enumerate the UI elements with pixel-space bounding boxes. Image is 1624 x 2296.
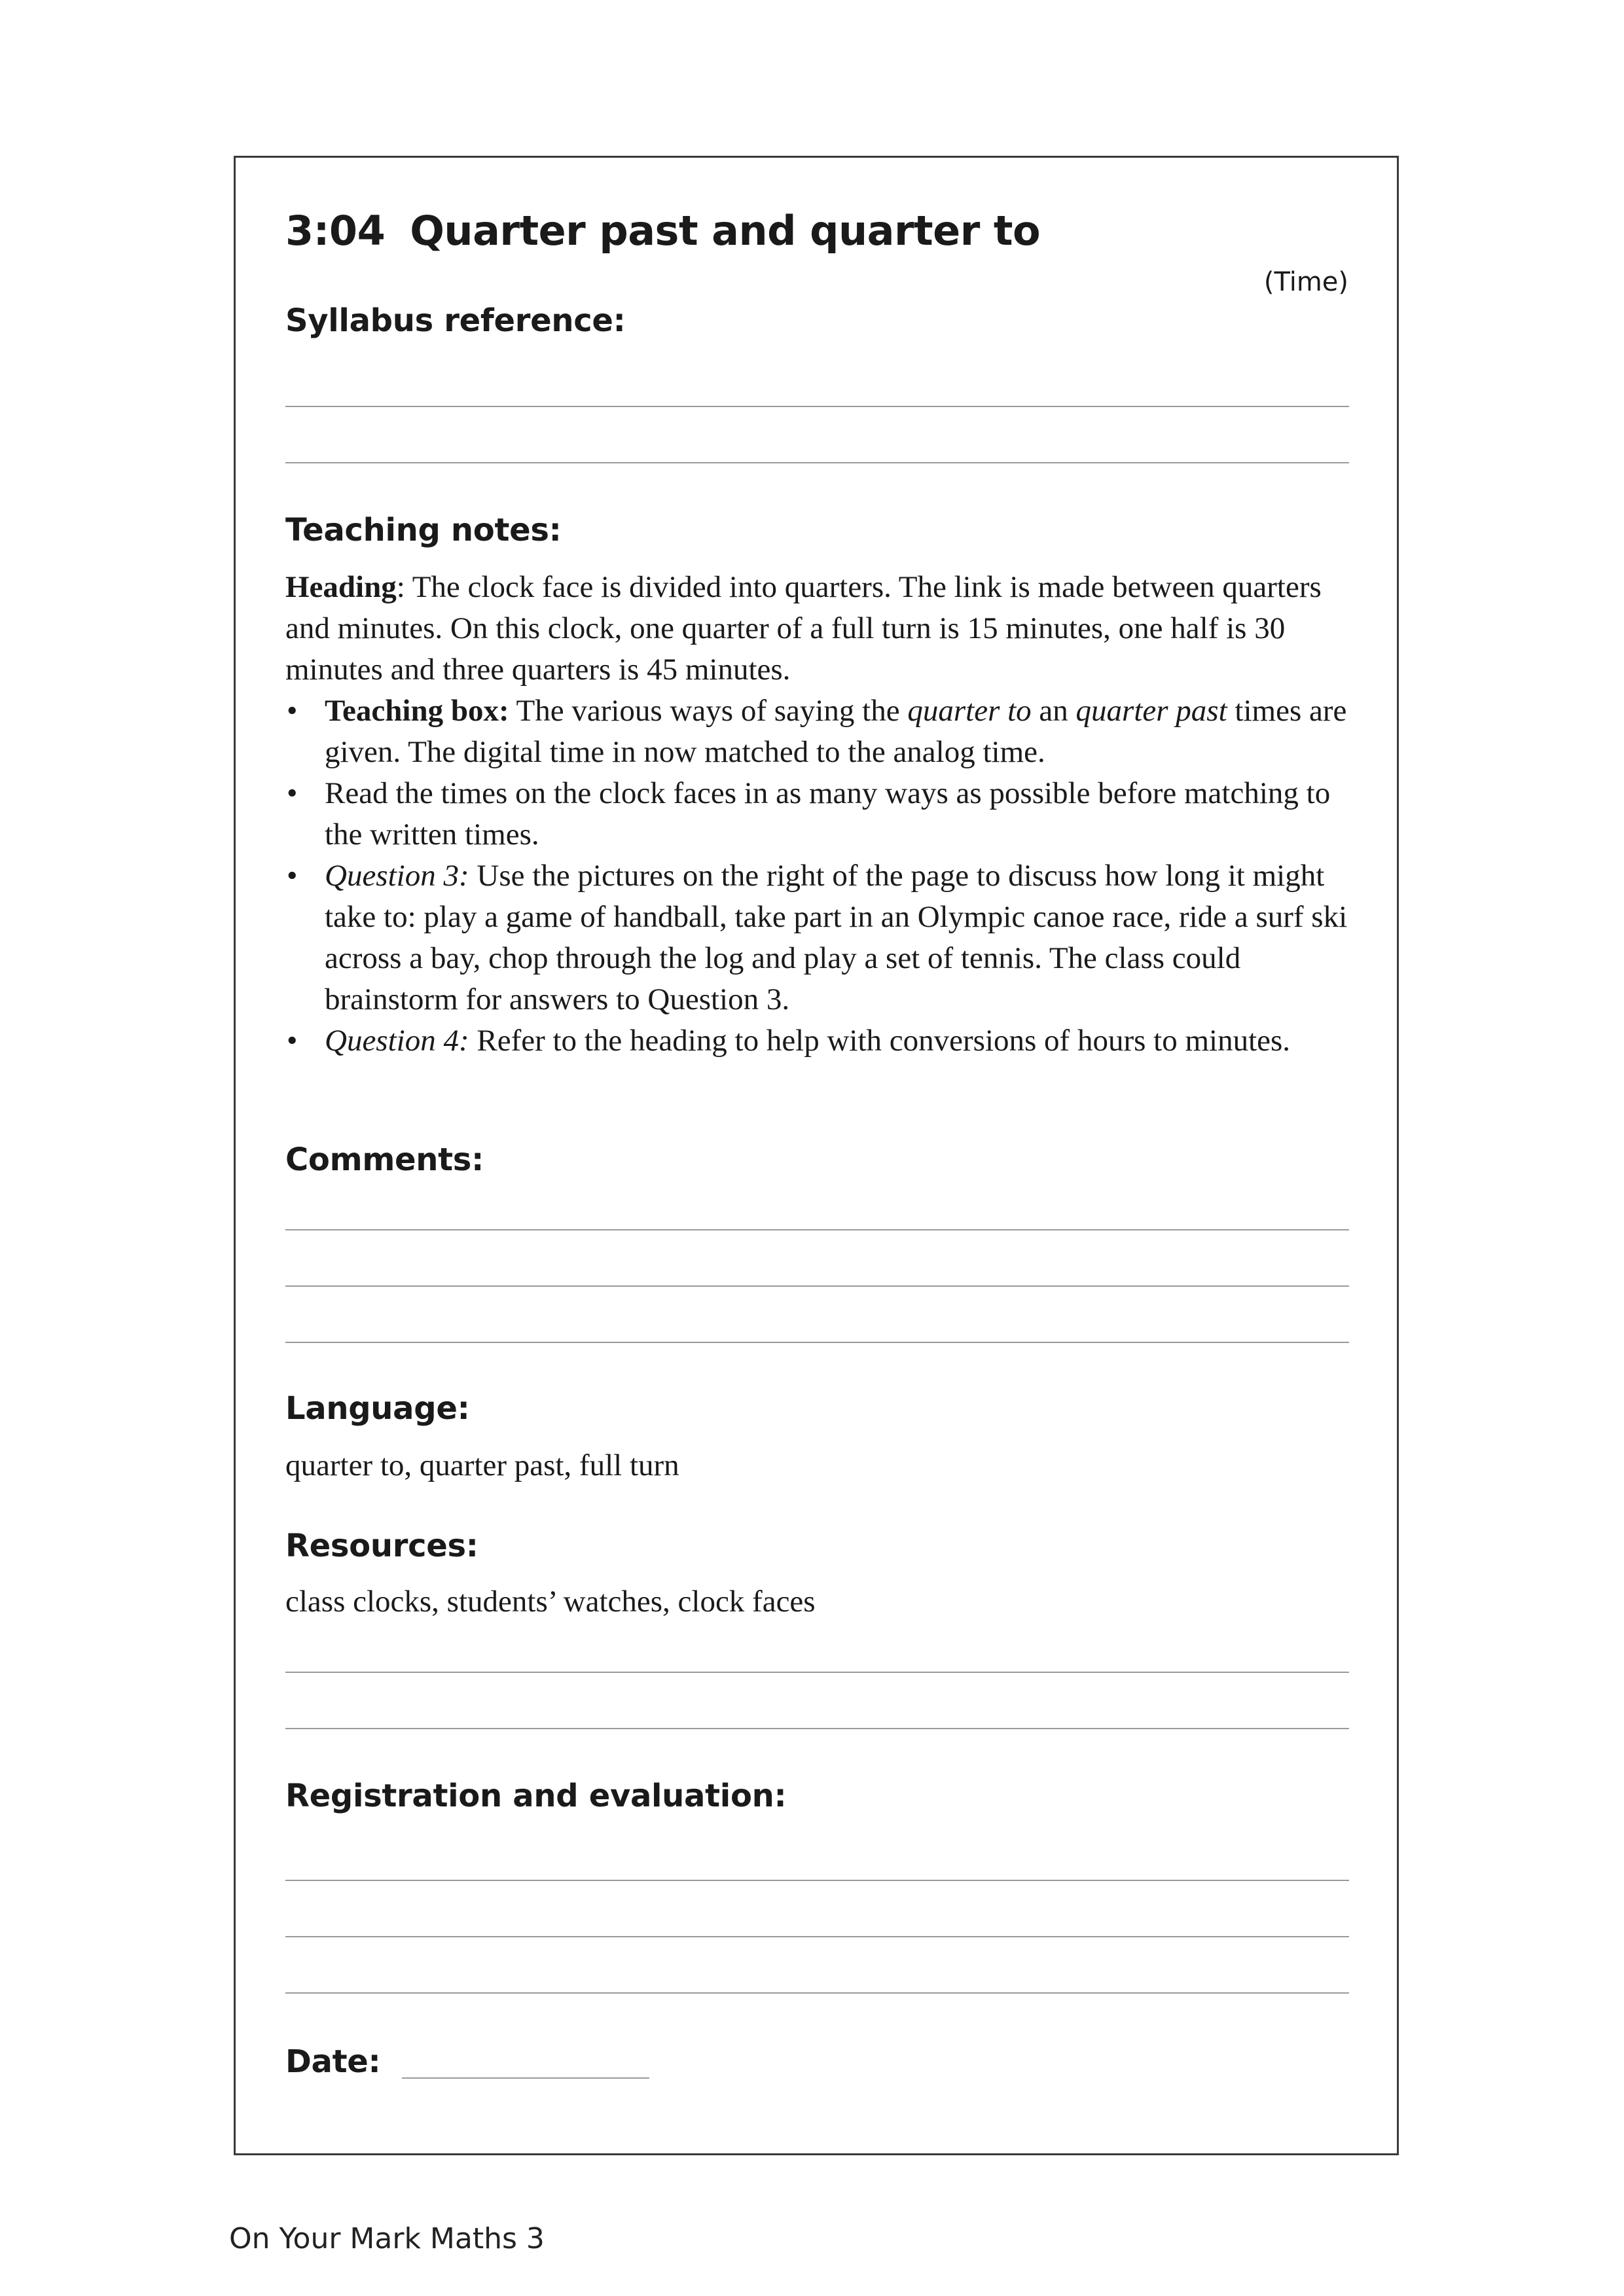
- bullet: •: [287, 859, 298, 893]
- page-title: [285, 207, 1040, 255]
- list-item: • Read the times on the clock faces in as many ways as possible before matching to the written times.: [285, 773, 1352, 855]
- lesson-number: 3:04: [285, 207, 386, 255]
- syllabus-line-2: [285, 462, 1349, 463]
- bullet: •: [287, 1024, 298, 1058]
- teaching-notes-heading: Teaching notes:: [285, 512, 562, 548]
- list-item: • Teaching box: The various ways of saying the quarter to an quarter past times are given. The digital time in now matched to the analog time.: [285, 691, 1352, 773]
- comments-line-2: [285, 1285, 1349, 1287]
- language-text: quarter to, quarter past, full turn: [285, 1448, 679, 1482]
- comments-heading: Comments:: [285, 1141, 484, 1178]
- heading-note: Heading: The clock face is divided into quarters. The link is made between quarters and minutes. On this clock, one quarter of a full turn is 15 minutes, one half is 30 minutes and three quarters is 45 minutes.: [285, 570, 1322, 687]
- date-label: Date:: [285, 2043, 381, 2080]
- teaching-notes-list: [285, 691, 1352, 1062]
- comments-line-3: [285, 1342, 1349, 1343]
- resources-line-1: [285, 1672, 1349, 1673]
- lesson-title: Quarter past and quarter to: [410, 207, 1041, 255]
- registration-line-1: [285, 1880, 1349, 1881]
- registration-heading: Registration and evaluation:: [285, 1778, 787, 1814]
- footer-text: On Your Mark Maths 3: [229, 2222, 545, 2255]
- teaching-notes-body: [285, 567, 1352, 1062]
- syllabus-heading: Syllabus reference:: [285, 302, 626, 339]
- syllabus-line-1: [285, 406, 1349, 407]
- registration-line-2: [285, 1936, 1349, 1937]
- bullet: •: [287, 694, 298, 728]
- strand-label: (Time): [1263, 267, 1348, 297]
- language-heading: Language:: [285, 1390, 470, 1427]
- bullet: •: [287, 776, 298, 810]
- date-field-line[interactable]: [402, 2077, 649, 2079]
- resources-line-2: [285, 1728, 1349, 1729]
- resources-text: class clocks, students’ watches, clock faces: [285, 1585, 816, 1619]
- comments-line-1: [285, 1229, 1349, 1230]
- list-item: • Question 3: Use the pictures on the right of the page to discuss how long it might take to: play a game of handball, take part in an Olympic canoe race, ride a surf ski across a bay, chop through the log and play a set of tennis. The class could brainstorm for answers to Question 3.: [285, 855, 1352, 1020]
- registration-line-3: [285, 1992, 1349, 1994]
- resources-heading: Resources:: [285, 1528, 478, 1564]
- list-item: • Question 4: Refer to the heading to help with conversions of hours to minutes.: [285, 1020, 1352, 1062]
